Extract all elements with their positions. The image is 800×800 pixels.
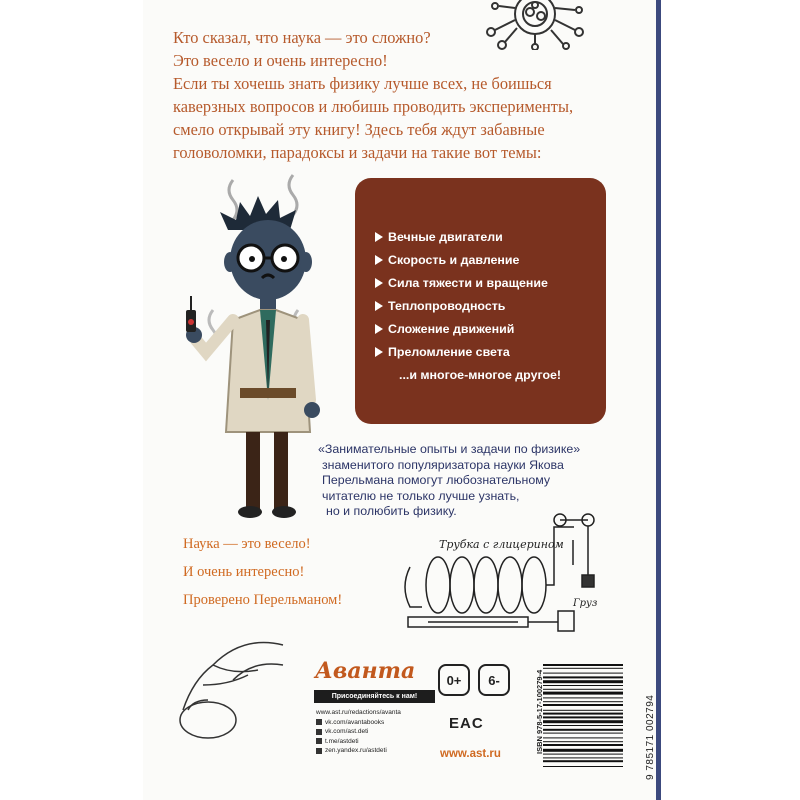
social-link-text: www.ast.ru/redactions/avanta — [316, 709, 401, 717]
intro-line: каверзных вопросов и любишь проводить эксперименты, — [173, 97, 574, 116]
barcode-bar — [543, 760, 623, 762]
social-link[interactable] — [316, 718, 401, 728]
topic-label: Сложение движений — [388, 321, 515, 336]
eac-mark: EAC — [449, 715, 484, 732]
publisher-logo: Аванта — [315, 658, 416, 684]
intro-text — [173, 26, 653, 164]
social-link[interactable] — [316, 708, 401, 718]
slogans — [183, 536, 342, 620]
barcode-bar — [543, 701, 623, 702]
tube-label: Трубка с глицерином — [439, 538, 564, 551]
social-link-text: vk.com/ast.deti — [325, 728, 369, 736]
barcode-bar — [543, 720, 623, 723]
social-links — [316, 708, 401, 756]
topics-list — [375, 225, 561, 386]
barcode-bar — [543, 710, 623, 711]
social-link[interactable] — [316, 727, 401, 737]
barcode-bar — [543, 737, 623, 738]
glycerin-tube-diagram — [398, 505, 598, 650]
social-link[interactable] — [316, 737, 401, 747]
barcode-number: 9 785171 002794 — [645, 694, 656, 780]
slogan: Проверено Перельманом! — [183, 592, 343, 608]
age-rating-badge: 0+ — [438, 664, 470, 696]
topic-item — [375, 225, 561, 248]
barcode-bar — [543, 741, 623, 742]
description-line: знаменитого популяризатора науки Якова — [322, 457, 564, 472]
barcode-bar — [543, 754, 623, 755]
triangle-bullet-icon — [375, 301, 383, 311]
barcode-bar — [543, 733, 623, 734]
vk-icon — [316, 719, 322, 725]
barcode-bar — [543, 685, 623, 686]
triangle-bullet-icon — [375, 232, 383, 242]
isbn-text: ISBN 978-5-17-100279-4 — [535, 669, 544, 754]
barcode-bar — [543, 704, 623, 706]
slogan: Наука — это весело! — [183, 536, 311, 552]
topic-item — [375, 294, 561, 317]
book-back-cover — [143, 0, 656, 800]
cargo-label: Груз — [573, 598, 598, 609]
triangle-bullet-icon — [375, 347, 383, 357]
barcode-bar — [543, 673, 623, 674]
barcode-bar — [543, 766, 623, 767]
barcode-bar — [543, 729, 623, 731]
spine-edge — [656, 0, 661, 800]
website-url[interactable]: www.ast.ru — [440, 748, 501, 760]
triangle-bullet-icon — [375, 324, 383, 334]
intro-line: Кто сказал, что наука — это сложно? — [173, 28, 431, 47]
telegram-icon — [316, 738, 322, 744]
barcode-bar — [543, 676, 623, 678]
barcode-bar — [543, 744, 623, 746]
topics-panel — [355, 178, 606, 424]
barcode-bar — [543, 757, 623, 758]
barcode-bar — [543, 689, 623, 690]
barcode-bar — [543, 692, 623, 695]
barcode-bar — [543, 725, 623, 726]
vk-icon — [316, 729, 322, 735]
social-link-text: zen.yandex.ru/astdeti — [325, 747, 387, 755]
hand-egg-illustration — [163, 625, 293, 745]
barcode-bar — [543, 668, 623, 669]
age-rating-badge: 6- — [478, 664, 510, 696]
topic-item — [375, 248, 561, 271]
topic-label: Скорость и давление — [388, 252, 520, 267]
slogan: И очень интересно! — [183, 564, 305, 580]
triangle-bullet-icon — [375, 278, 383, 288]
intro-line: смело открывай эту книгу! Здесь тебя ждут забавные — [173, 120, 545, 139]
social-link-text: vk.com/avantabooks — [325, 718, 385, 726]
social-link[interactable] — [316, 746, 401, 756]
description-line: но и полюбить физику. — [326, 504, 457, 518]
intro-line: Если ты хочешь знать физику лучше всех, не боишься — [173, 74, 552, 93]
barcode-bar — [543, 713, 623, 715]
join-banner: Присоединяйтесь к нам! — [314, 690, 435, 703]
topic-item — [375, 271, 561, 294]
topic-item — [375, 340, 561, 363]
intro-line: Это весело и очень интересно! — [173, 51, 388, 70]
social-link-text: t.me/astdeti — [325, 737, 359, 745]
barcode-bar — [543, 749, 623, 752]
triangle-bullet-icon — [375, 255, 383, 265]
topic-label: Вечные двигатели — [388, 229, 503, 244]
topic-label: Преломление света — [388, 344, 510, 359]
barcode-bar — [543, 716, 623, 718]
barcode-bar — [543, 680, 623, 683]
intro-line: головоломки, парадоксы и задачи на такие вот темы: — [173, 143, 542, 162]
topic-label: Сила тяжести и вращение — [388, 275, 548, 290]
description-line: Перельмана помогут любознательному — [322, 473, 551, 487]
description-line: «Занимательные опыты и задачи по физике» — [318, 442, 581, 456]
description-line: читателю не только лучше узнать, — [322, 488, 520, 503]
topic-item — [375, 317, 561, 340]
topic-label: Теплопроводность — [388, 298, 506, 313]
barcode-bar — [543, 697, 623, 698]
barcode-bar — [543, 664, 623, 666]
topic-more: ...и многое-многое другое! — [399, 367, 562, 382]
zen-icon — [316, 748, 322, 754]
